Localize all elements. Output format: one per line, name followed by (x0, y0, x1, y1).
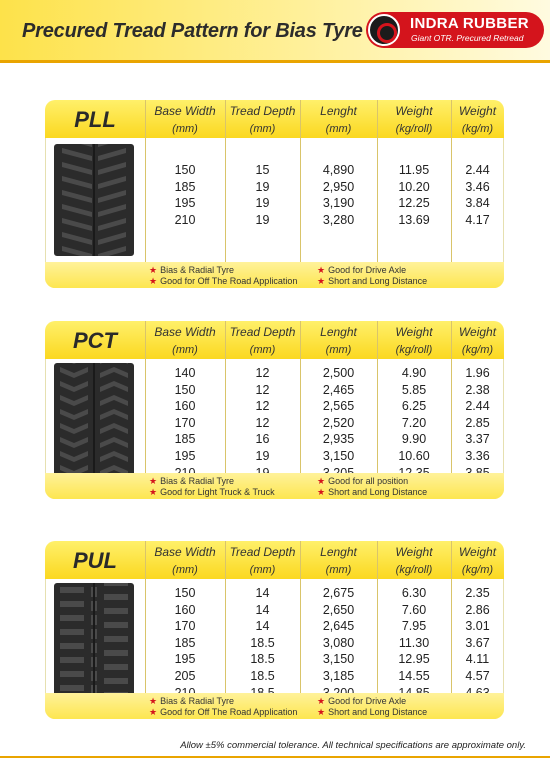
feature-strip (45, 473, 504, 499)
column-title: Lenght (320, 104, 357, 118)
column-title: Lenght (320, 325, 357, 339)
logo-tagline: Giant OTR. Precured Retread (411, 33, 524, 43)
column-unit: (mm) (249, 344, 276, 356)
star-icon: ★ (149, 476, 158, 486)
feature-strip (45, 262, 504, 288)
feature-item: ★ Bias & Radial Tyre (149, 265, 234, 275)
spec-panel-pll (45, 100, 504, 288)
column-title: Base Width (154, 104, 216, 118)
page-title: Precured Tread Pattern for Bias Tyre (22, 20, 363, 42)
column-header (377, 100, 451, 138)
spec-values-weight-m: 1.96 2.38 2.44 2.85 3.37 3.36 (465, 366, 490, 463)
column-unit: (kg/roll) (395, 344, 433, 356)
column-header (145, 100, 225, 138)
column-header (377, 541, 451, 579)
pattern-code: PUL (73, 548, 117, 573)
column-title: Weight (458, 325, 497, 339)
column-header (225, 541, 300, 579)
tyre-emblem-icon (368, 14, 400, 46)
spec-values-tread-depth: 12 12 12 12 16 19 (255, 366, 270, 463)
column-title: Weight (458, 104, 497, 118)
column-title: Base Width (154, 325, 216, 339)
spec-values-length: 2,500 2,465 2,565 2,520 2,935 3,150 (322, 366, 355, 463)
column-unit: (mm) (325, 123, 352, 135)
header-divider (0, 60, 550, 63)
pattern-code: PLL (74, 107, 116, 132)
column-unit: (mm) (249, 564, 276, 576)
feature-item: ★ Good for all position (317, 476, 409, 486)
spec-values-tread-depth: 14 14 14 18.5 18.5 18.5 (250, 586, 275, 683)
column-title: Tread Depth (229, 325, 296, 339)
column-title: Tread Depth (229, 104, 296, 118)
spec-panel-pul (45, 541, 504, 719)
feature-item: ★ Good for Off The Road Application (149, 276, 298, 286)
column-title: Lenght (320, 545, 357, 559)
footer-divider (0, 756, 550, 758)
tread-pattern-image (54, 583, 134, 703)
star-icon: ★ (317, 487, 326, 497)
column-title: Weight (395, 545, 433, 559)
spec-values-base-width: 140 150 160 170 185 195 (174, 366, 196, 463)
star-icon: ★ (149, 265, 158, 275)
column-unit: (mm) (172, 564, 198, 576)
column-header (300, 321, 377, 359)
column-unit: (mm) (172, 344, 198, 356)
column-unit: (kg/roll) (395, 564, 433, 576)
column-unit: (mm) (325, 344, 352, 356)
star-icon: ★ (317, 265, 326, 275)
column-header (145, 321, 225, 359)
spec-values-weight-roll: 6.30 7.60 7.95 11.30 12.95 14.55 (398, 586, 430, 683)
column-title: Base Width (154, 545, 216, 559)
pattern-code: PCT (73, 328, 117, 353)
column-title: Weight (458, 545, 497, 559)
column-header (300, 100, 377, 138)
column-header (225, 321, 300, 359)
spec-values-base-width: 150 185 195 210 (174, 163, 196, 227)
spec-values-weight-roll: 4.90 5.85 6.25 7.20 9.90 10.60 (398, 366, 430, 463)
column-header (145, 541, 225, 579)
column-header (377, 321, 451, 359)
column-header (225, 100, 300, 138)
column-title: Weight (395, 104, 433, 118)
star-icon: ★ (317, 696, 326, 706)
spec-values-length: 4,890 2,950 3,190 3,280 (322, 163, 355, 227)
column-title: Tread Depth (229, 545, 296, 559)
spec-values-weight-m: 2.44 3.46 3.84 4.17 (465, 163, 490, 227)
star-icon: ★ (317, 707, 326, 717)
feature-item: ★ Short and Long Distance (317, 276, 428, 286)
column-unit: (mm) (172, 123, 198, 135)
column-unit: (mm) (249, 123, 276, 135)
column-title: Weight (395, 325, 433, 339)
column-unit: (kg/m) (461, 564, 494, 576)
column-unit: (mm) (325, 564, 352, 576)
column-unit: (kg/roll) (395, 123, 433, 135)
star-icon: ★ (149, 276, 158, 286)
feature-item: ★ Good for Light Truck & Truck (149, 487, 275, 497)
tolerance-note: Allow ±5% commercial tolerance. All technical specifications are approximate only. (180, 740, 526, 751)
feature-item: ★ Short and Long Distance (317, 487, 428, 497)
tread-pattern-image (54, 363, 134, 483)
brand-logo (366, 12, 544, 48)
star-icon: ★ (149, 696, 158, 706)
star-icon: ★ (149, 487, 158, 497)
spec-panel-pct (45, 321, 504, 499)
star-icon: ★ (149, 707, 158, 717)
spec-values-length: 2,675 2,650 2,645 3,080 3,150 3,185 (322, 586, 355, 683)
column-unit: (kg/m) (461, 123, 494, 135)
spec-values-weight-roll: 11.95 10.20 12.25 13.69 (398, 163, 430, 227)
column-header (451, 100, 504, 138)
tread-pattern-image (54, 144, 134, 256)
star-icon: ★ (317, 276, 326, 286)
column-header (451, 541, 504, 579)
feature-item: ★ Short and Long Distance (317, 707, 428, 717)
star-icon: ★ (317, 476, 326, 486)
spec-values-weight-m: 2.35 2.86 3.01 3.67 4.11 4.57 (465, 586, 490, 683)
spec-values-tread-depth: 15 19 19 19 (255, 163, 270, 227)
feature-item: ★ Good for Off The Road Application (149, 707, 298, 717)
feature-strip (45, 693, 504, 719)
column-unit: (kg/m) (461, 344, 494, 356)
logo-name: INDRA RUBBER (410, 15, 529, 32)
feature-item: ★ Bias & Radial Tyre (149, 696, 234, 706)
feature-item: ★ Good for Drive Axle (317, 696, 407, 706)
feature-item: ★ Good for Drive Axle (317, 265, 407, 275)
feature-item: ★ Bias & Radial Tyre (149, 476, 234, 486)
column-header (451, 321, 504, 359)
column-header (300, 541, 377, 579)
spec-values-base-width: 150 160 170 185 195 205 (174, 586, 196, 683)
